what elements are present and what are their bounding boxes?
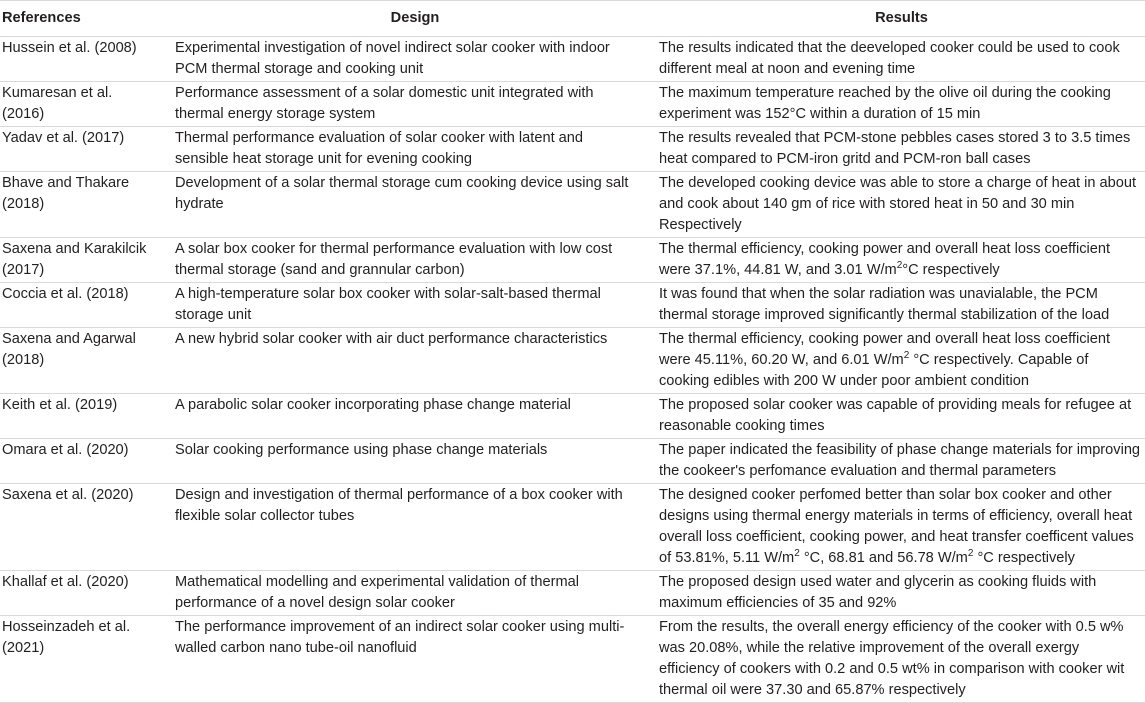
cell-line: From the results, the overall energy efficiency of the cooker with 0.5 w% xyxy=(659,619,1124,635)
cell-line: was 20.08%, while the relative improvement of the overall exergy xyxy=(659,640,1080,656)
cell-line: Hosseinzadeh et al. xyxy=(2,619,131,635)
cell-line: The paper indicated the feasibility of phase change materials for improving xyxy=(659,442,1141,458)
cell-line: Yadav et al. (2017) xyxy=(2,130,125,146)
cell-line: Development of a solar thermal storage cum cooking device using salt xyxy=(175,175,629,191)
cell-line: cooking edibles with 200 W under poor ambient condition xyxy=(659,373,1029,389)
table-row xyxy=(0,127,1145,172)
results-cell xyxy=(658,238,1145,283)
cell-line: Experimental investigation of novel indirect solar cooker with indoor xyxy=(175,40,610,56)
design-cell xyxy=(172,37,658,82)
table-row xyxy=(0,172,1145,238)
cell-line: storage unit xyxy=(175,307,252,323)
column-header-design: Design xyxy=(172,1,658,37)
cell-line: The performance improvement of an indirect solar cooker using multi- xyxy=(175,619,625,635)
table-header-row xyxy=(0,1,1145,37)
cell-line: Respectively xyxy=(659,217,742,233)
table-row xyxy=(0,328,1145,394)
cell-line: (2018) xyxy=(2,352,45,368)
cell-line: (2018) xyxy=(2,196,45,212)
reference-cell xyxy=(0,616,172,703)
results-cell xyxy=(658,37,1145,82)
cell-line: PCM thermal storage and cooking unit xyxy=(175,61,424,77)
cell-line: (2017) xyxy=(2,262,45,278)
text-fragment: °C respectively xyxy=(902,262,1000,278)
cell-line: The designed cooker perfomed better than solar box cooker and other xyxy=(659,487,1112,503)
cell-line: different meal at noon and evening time xyxy=(659,61,916,77)
column-header-references: References xyxy=(0,1,172,37)
results-cell xyxy=(658,484,1145,571)
cell-line xyxy=(659,350,1145,371)
design-cell xyxy=(172,616,658,703)
column-header-results: Results xyxy=(658,1,1145,37)
cell-line: designs using thermal energy materials in terms of efficiency, overall heat xyxy=(659,508,1133,524)
cell-line xyxy=(659,260,1145,281)
cell-line: The developed cooking device was able to store a charge of heat in about xyxy=(659,175,1137,191)
results-cell xyxy=(658,439,1145,484)
results-cell xyxy=(658,172,1145,238)
table-row xyxy=(0,616,1145,703)
cell-line: The results indicated that the deeveloped cooker could be used to cook xyxy=(659,40,1120,56)
reference-cell xyxy=(0,484,172,571)
reference-cell xyxy=(0,571,172,616)
table-row xyxy=(0,82,1145,127)
superscript: 2 xyxy=(967,548,974,559)
cell-line xyxy=(659,548,1145,569)
cell-line: flexible solar collector tubes xyxy=(175,508,355,524)
text-fragment: °C respectively xyxy=(973,550,1075,566)
text-fragment: of 53.81%, 5.11 W/m xyxy=(659,550,795,566)
cell-line: Saxena and Karakilcik xyxy=(2,241,147,257)
reference-cell xyxy=(0,172,172,238)
results-cell xyxy=(658,82,1145,127)
cell-line: efficiency of cookers with 0.2 and 0.5 wt% in comparison with cooker wit xyxy=(659,661,1125,677)
cell-line: The thermal efficiency, cooking power and overall heat loss coefficient xyxy=(659,241,1111,257)
reference-cell xyxy=(0,37,172,82)
cell-line: Design and investigation of thermal performance of a box cooker with xyxy=(175,487,623,503)
cell-line: Solar cooking performance using phase change materials xyxy=(175,442,548,458)
cell-line: overall loss coefficient, cooking power, and heat transfer coefficent values xyxy=(659,529,1134,545)
reference-cell xyxy=(0,82,172,127)
cell-line: Keith et al. (2019) xyxy=(2,397,118,413)
design-cell xyxy=(172,283,658,328)
cell-line: Coccia et al. (2018) xyxy=(2,286,129,302)
cell-line: Saxena and Agarwal xyxy=(2,331,136,347)
superscript: 2 xyxy=(896,260,903,271)
cell-line: The proposed design used water and glycerin as cooking fluids with xyxy=(659,574,1097,590)
cell-line: The thermal efficiency, cooking power and overall heat loss coefficient xyxy=(659,331,1111,347)
design-cell xyxy=(172,484,658,571)
cell-line: Performance assessment of a solar domestic unit integrated with xyxy=(175,85,594,101)
design-cell xyxy=(172,328,658,394)
cell-line: thermal oil were 37.30 and 65.87% respectively xyxy=(659,682,966,698)
design-cell xyxy=(172,238,658,283)
table-row xyxy=(0,37,1145,82)
cell-line: Saxena et al. (2020) xyxy=(2,487,134,503)
superscript: 2 xyxy=(903,350,910,361)
cell-line: A new hybrid solar cooker with air duct performance characteristics xyxy=(175,331,608,347)
cell-line: Mathematical modelling and experimental validation of thermal xyxy=(175,574,579,590)
cell-line: Thermal performance evaluation of solar cooker with latent and xyxy=(175,130,584,146)
cell-line: experiment was 152°C within a duration of 15 min xyxy=(659,106,981,122)
cell-line: The proposed solar cooker was capable of providing meals for refugee at xyxy=(659,397,1132,413)
results-cell xyxy=(658,571,1145,616)
cell-line: The maximum temperature reached by the olive oil during the cooking xyxy=(659,85,1111,101)
cell-line: walled carbon nano tube-oil nanofluid xyxy=(175,640,417,656)
superscript: 2 xyxy=(794,548,800,559)
design-cell xyxy=(172,82,658,127)
cell-line: Kumaresan et al. xyxy=(2,85,113,101)
results-cell xyxy=(658,328,1145,394)
cell-line: hydrate xyxy=(175,196,224,212)
cell-line: Khallaf et al. (2020) xyxy=(2,574,129,590)
reference-cell xyxy=(0,127,172,172)
text-fragment: °C respectively. Capable of xyxy=(909,352,1089,368)
design-cell xyxy=(172,172,658,238)
cell-line: heat compared to PCM-iron gritd and PCM-ron ball cases xyxy=(659,151,1031,167)
cell-line: and cook about 140 gm of rice with stored heat in 50 and 30 min xyxy=(659,196,1075,212)
design-cell xyxy=(172,571,658,616)
results-cell xyxy=(658,394,1145,439)
reference-cell xyxy=(0,328,172,394)
reference-cell xyxy=(0,439,172,484)
text-fragment: were 37.1%, 44.81 W, and 3.01 W/m xyxy=(659,262,897,278)
cell-line: the cookeer's perfomance evaluation and thermal parameters xyxy=(659,463,1057,479)
cell-line: maximum efficiencies of 35 and 92% xyxy=(659,595,897,611)
cell-line: reasonable cooking times xyxy=(659,418,825,434)
cell-line: A parabolic solar cooker incorporating phase change material xyxy=(175,397,571,413)
table-row xyxy=(0,439,1145,484)
cell-line: thermal energy storage system xyxy=(175,106,376,122)
cell-line: The results revealed that PCM-stone pebbles cases stored 3 to 3.5 times xyxy=(659,130,1131,146)
table-row xyxy=(0,238,1145,283)
cell-line: Omara et al. (2020) xyxy=(2,442,129,458)
results-cell xyxy=(658,283,1145,328)
table-row xyxy=(0,571,1145,616)
results-cell xyxy=(658,616,1145,703)
cell-line: Bhave and Thakare xyxy=(2,175,130,191)
table-row xyxy=(0,283,1145,328)
cell-line: (2021) xyxy=(2,640,45,656)
cell-line: A high-temperature solar box cooker with solar-salt-based thermal xyxy=(175,286,601,302)
cell-line: Hussein et al. (2008) xyxy=(2,40,137,56)
reference-cell xyxy=(0,394,172,439)
design-cell xyxy=(172,127,658,172)
cell-line: A solar box cooker for thermal performance evaluation with low cost xyxy=(175,241,613,257)
design-cell xyxy=(172,394,658,439)
text-fragment: °C, 68.81 and 56.78 W/m xyxy=(799,550,968,566)
table-body xyxy=(0,37,1145,703)
table-row xyxy=(0,484,1145,571)
cell-line: sensible heat storage unit for evening cooking xyxy=(175,151,472,167)
table-row xyxy=(0,394,1145,439)
cell-line: thermal storage improved significantly thermal stabilization of the load xyxy=(659,307,1110,323)
cell-line: performance of a novel design solar cooker xyxy=(175,595,455,611)
text-fragment: were 45.11%, 60.20 W, and 6.01 W/m xyxy=(659,352,904,368)
cell-line: It was found that when the solar radiation was unavialable, the PCM xyxy=(659,286,1098,302)
reference-cell xyxy=(0,283,172,328)
cell-line: thermal storage (sand and grannular carbon) xyxy=(175,262,465,278)
design-cell xyxy=(172,439,658,484)
results-cell xyxy=(658,127,1145,172)
cell-line: (2016) xyxy=(2,106,45,122)
reference-cell xyxy=(0,238,172,283)
